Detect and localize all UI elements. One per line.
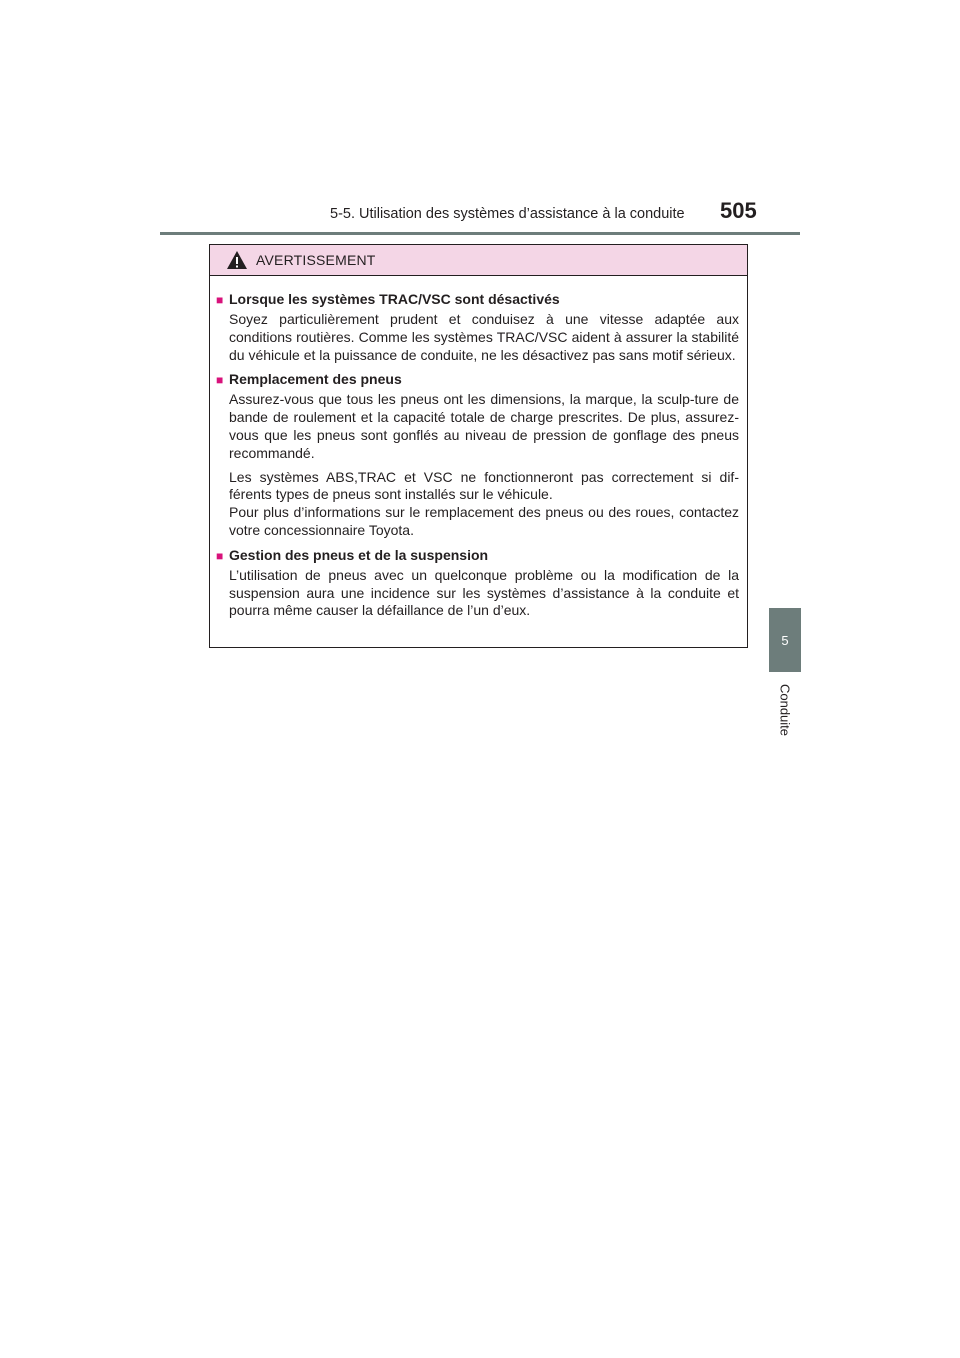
paragraph-line: Les systèmes ABS,TRAC et VSC ne fonctionneront pas correctement si dif-férents types de pneus sont installés sur le véhicule. bbox=[229, 468, 739, 503]
warning-triangle-icon bbox=[226, 250, 248, 270]
warning-body bbox=[210, 276, 747, 620]
section-paragraph: Soyez particulièrement prudent et conduisez à une vitesse adaptée aux conditions routières. Comme les systèmes TRAC/VSC aident à assurer la stabilité du véhicule et la puissance de conduite, ne les désactivez pas sans motif sérieux. bbox=[229, 311, 739, 363]
square-bullet-icon: ■ bbox=[216, 373, 224, 388]
section-heading bbox=[216, 290, 739, 309]
page-number: 505 bbox=[720, 198, 757, 223]
chapter-number: 5 bbox=[781, 632, 789, 648]
section-heading bbox=[216, 546, 739, 565]
section-heading bbox=[216, 370, 739, 389]
chapter-label: Conduite bbox=[777, 683, 793, 737]
square-bullet-icon: ■ bbox=[216, 548, 224, 563]
warning-section bbox=[216, 370, 739, 539]
section-heading-text: Remplacement des pneus bbox=[229, 371, 402, 388]
warning-section bbox=[216, 546, 739, 620]
warning-title: AVERTISSEMENT bbox=[256, 252, 376, 268]
section-heading-text: Gestion des pneus et de la suspension bbox=[229, 546, 489, 563]
square-bullet-icon: ■ bbox=[216, 293, 224, 307]
section-heading-text: Lorsque les systèmes TRAC/VSC sont désactivés bbox=[229, 291, 560, 307]
section-header: 5-5. Utilisation des systèmes d’assistance à la conduite bbox=[330, 206, 685, 222]
header-rule bbox=[160, 232, 800, 235]
section-paragraph: L’utilisation de pneus avec un quelconque problème ou la modification de la suspension aura une incidence sur les systèmes d’assistance à la conduite et pourra même causer la défaillance de l’un d’eux. bbox=[229, 566, 739, 619]
section-paragraph: Assurez-vous que tous les pneus ont les dimensions, la marque, la sculp-ture de bande de roulement et la capacité totale de charge prescrites. De plus, assurez-vous que les pneus sont gonflés au niveau de pression de gonflage des pneus recommandé. bbox=[229, 391, 739, 461]
paragraph-line: Pour plus d’informations sur le remplacement des pneus ou des roues, contactez votre concessionnaire Toyota. bbox=[229, 504, 739, 538]
warning-box bbox=[209, 244, 748, 648]
chapter-tab bbox=[769, 608, 801, 672]
section-paragraph bbox=[229, 469, 739, 540]
warning-section bbox=[216, 290, 739, 364]
warning-header bbox=[210, 245, 747, 276]
